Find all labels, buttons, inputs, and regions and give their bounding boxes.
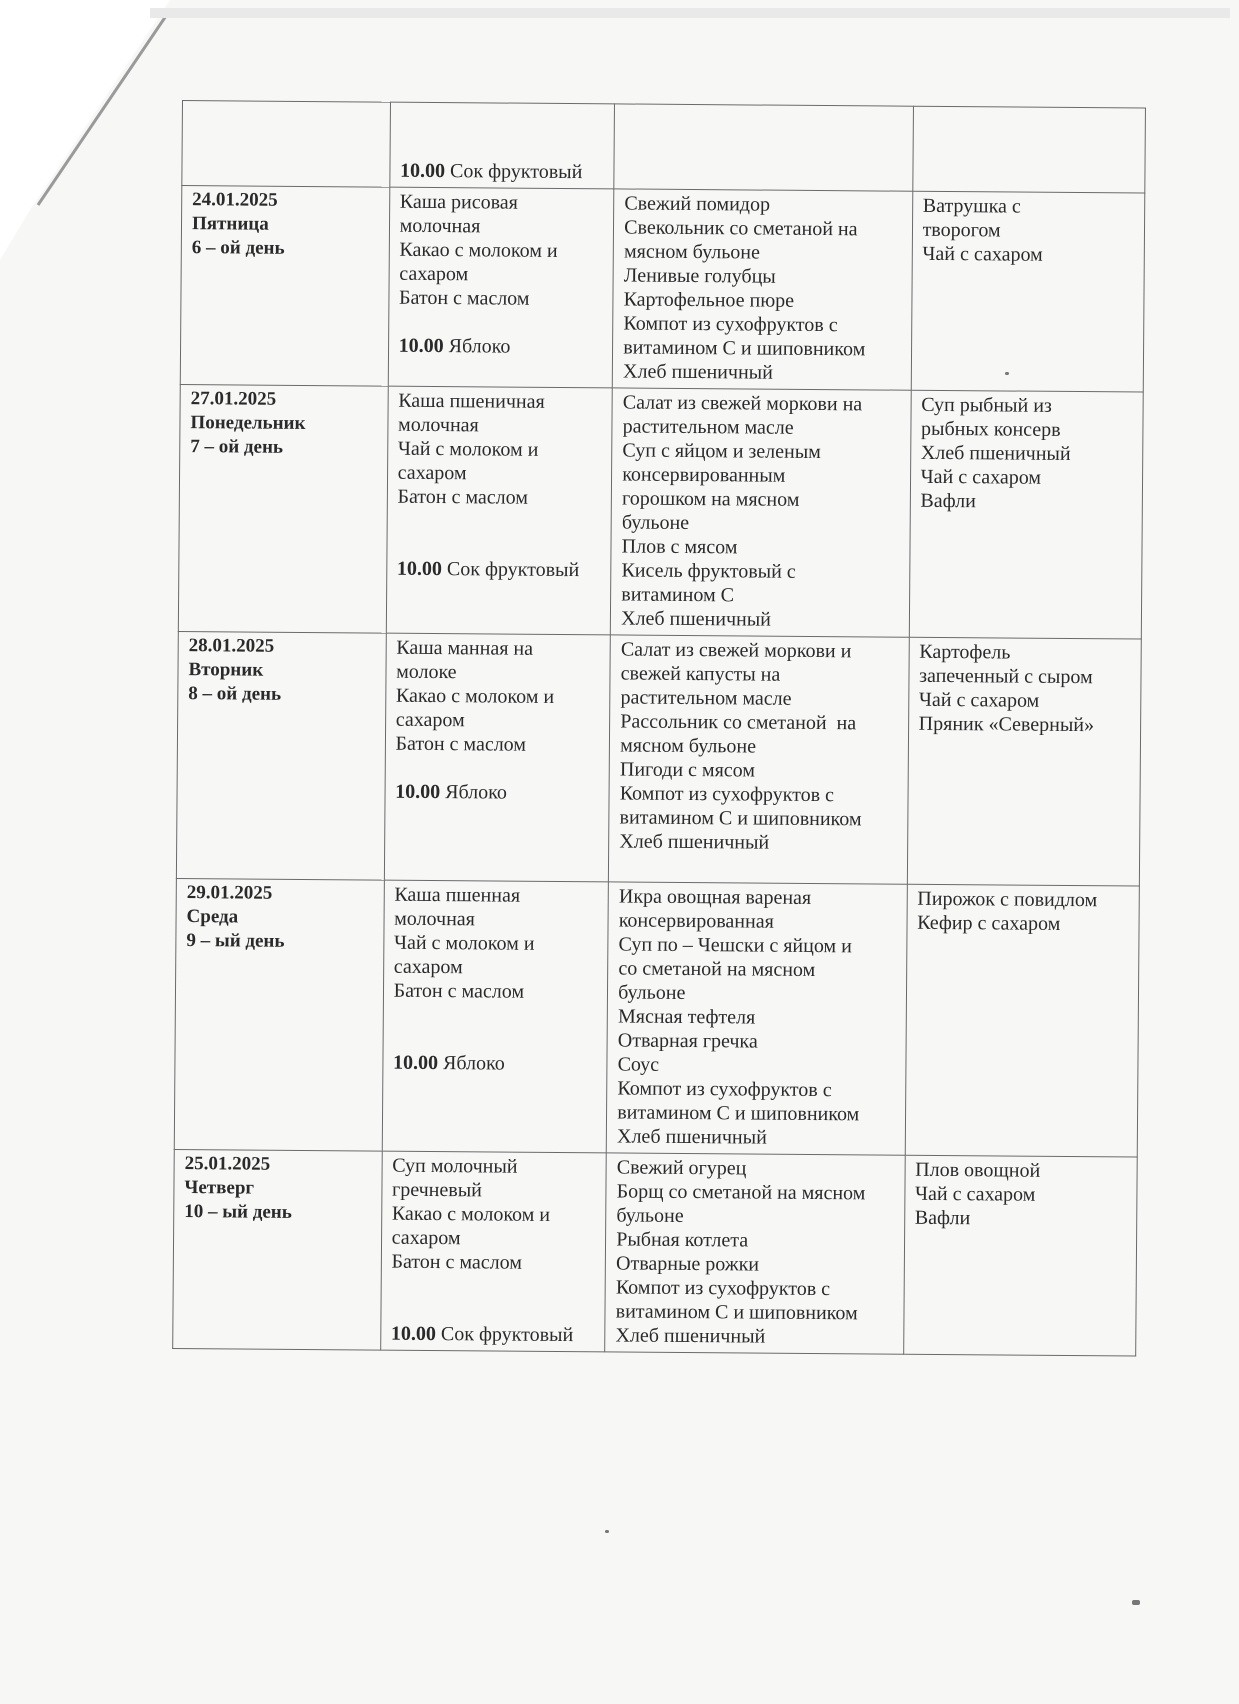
breakfast-line: сахаром: [397, 461, 467, 485]
lunch-line: витамином С и шиповником: [619, 806, 862, 831]
lunch-line: Хлеб пшеничный: [622, 360, 773, 384]
breakfast-line: Каша рисовая: [399, 190, 518, 214]
afternoon-line: рыбных консерв: [920, 417, 1061, 441]
lunch-line: горошком на мясном: [621, 487, 800, 511]
lunch-line: бульоне: [621, 511, 690, 534]
breakfast-line: молочная: [397, 413, 479, 437]
snack-item: Сок фруктовый: [446, 558, 580, 582]
snack-item: Сок фруктовый: [449, 160, 583, 184]
snack-line: [397, 557, 603, 583]
snack-time: 10.00: [390, 1322, 437, 1346]
lunch-line: мясном бульоне: [620, 734, 757, 758]
lunch-line: Икра овощная вареная: [618, 885, 812, 909]
lunch-line: витамином С и шиповником: [615, 1300, 858, 1325]
lunch-cell: [609, 635, 909, 884]
table-row: [180, 186, 1145, 393]
lunch-line: Компот из сухофруктов с: [615, 1276, 831, 1301]
snack-time: 10.00: [395, 780, 441, 804]
lunch-line: Компот из сухофруктов с: [623, 312, 838, 337]
lunch-line: Компот из сухофруктов с: [619, 782, 835, 807]
lunch-line: бульоне: [618, 981, 686, 1004]
snack-line: [395, 780, 601, 806]
lunch-line: Картофельное пюре: [623, 288, 795, 312]
lunch-line: Компот из сухофруктов с: [617, 1077, 832, 1102]
breakfast-line: молоке: [396, 660, 457, 684]
day-number: 8 – ой день: [188, 683, 282, 705]
breakfast-line: Батон с маслом: [391, 1250, 523, 1274]
afternoon-line: Пряник «Северный»: [918, 712, 1095, 737]
snack-line: [393, 1051, 599, 1077]
day-date: 24.01.2025: [192, 189, 278, 211]
afternoon-line: Ватрушка с: [922, 194, 1021, 218]
table-row: [176, 631, 1141, 886]
day-cell: [174, 878, 384, 1151]
breakfast-line: Батон с маслом: [395, 732, 527, 756]
scan-speck: [1005, 372, 1009, 375]
breakfast-line: Какао с молоком и: [391, 1202, 551, 1226]
lunch-line: Хлеб пшеничный: [619, 830, 770, 854]
breakfast-line: сахаром: [391, 1226, 461, 1250]
afternoon-line: Вафли: [920, 489, 976, 513]
lunch-line: Свекольник со сметаной на: [624, 216, 858, 241]
breakfast-cell: [389, 102, 614, 189]
afternoon-line: Картофель: [919, 640, 1011, 664]
lunch-line: Кисель фруктовый с: [621, 559, 796, 583]
breakfast-cell: [388, 187, 614, 388]
afternoon-line: Хлеб пшеничный: [920, 441, 1071, 465]
afternoon-cell: [907, 637, 1141, 886]
breakfast-line: молочная: [394, 907, 475, 931]
snack-time: 10.00: [398, 334, 444, 358]
afternoon-line: Кефир с сахаром: [917, 911, 1061, 935]
snack-line: [391, 1322, 597, 1348]
afternoon-cell: [909, 390, 1143, 639]
day-cell: [182, 101, 390, 188]
breakfast-line: Батон с маслом: [393, 979, 525, 1003]
breakfast-cell: [380, 1151, 606, 1352]
snack-item: Яблоко: [445, 781, 507, 804]
lunch-line: Соус: [617, 1053, 660, 1076]
lunch-line: бульоне: [616, 1204, 684, 1227]
lunch-line: Плов с мясом: [621, 535, 738, 559]
table-row: [174, 878, 1139, 1157]
lunch-line: Хлеб пшеничный: [621, 607, 771, 631]
breakfast-line: гречневый: [391, 1178, 482, 1202]
lunch-line: витамином С: [621, 583, 735, 607]
afternoon-line: Чай с сахаром: [914, 1182, 1036, 1206]
snack-item: Сок фруктовый: [440, 1323, 574, 1347]
lunch-line: Рыбная котлета: [616, 1228, 749, 1252]
lunch-line: витамином С и шиповником: [617, 1101, 860, 1126]
snack-line: [400, 159, 606, 185]
afternoon-line: Пирожок с повидлом: [917, 887, 1098, 912]
breakfast-line: Какао с молоком и: [395, 684, 555, 708]
lunch-line: Рассольник со сметаной на: [620, 710, 857, 735]
afternoon-cell: [905, 884, 1140, 1157]
breakfast-line: Чай с молоком и: [393, 931, 535, 955]
afternoon-line: запеченный с сыром: [919, 664, 1093, 689]
day-weekday: Среда: [186, 906, 239, 928]
lunch-line: Суп по – Чешски с яйцом и: [618, 933, 852, 958]
afternoon-line: Чай с сахаром: [920, 465, 1042, 489]
lunch-line: Отварная гречка: [617, 1029, 758, 1053]
day-date: 27.01.2025: [190, 388, 277, 410]
afternoon-line: Чай с сахаром: [918, 688, 1040, 712]
day-date: 28.01.2025: [188, 635, 275, 657]
day-date: 25.01.2025: [184, 1153, 271, 1175]
breakfast-line: Каша пшеничная: [398, 389, 545, 413]
lunch-line: Салат из свежей моркови на: [622, 391, 863, 416]
snack-time: 10.00: [396, 557, 443, 581]
scan-speck: [605, 1530, 609, 1533]
breakfast-line: молочная: [399, 214, 481, 238]
table-row: [178, 384, 1143, 639]
day-weekday: Понедельник: [190, 412, 306, 434]
snack-line: [399, 334, 605, 360]
breakfast-line: сахаром: [395, 708, 465, 732]
lunch-line: Суп с яйцом и зеленым: [622, 439, 821, 464]
lunch-line: мясном бульоне: [623, 240, 761, 264]
lunch-cell: [612, 189, 912, 390]
breakfast-line: Батон с маслом: [397, 485, 529, 509]
menu-table: [172, 100, 1146, 1357]
snack-time: 10.00: [392, 1051, 439, 1075]
scan-speck: [1132, 1600, 1140, 1605]
lunch-line: Свежий помидор: [624, 192, 771, 216]
afternoon-line: творогом: [922, 218, 1001, 242]
lunch-cell: [606, 882, 907, 1155]
afternoon-line: Суп рыбный из: [921, 393, 1052, 417]
breakfast-cell: [386, 386, 612, 635]
day-number: 6 – ой день: [191, 237, 285, 259]
table-row: [173, 1149, 1138, 1356]
breakfast-line: Батон с маслом: [398, 286, 530, 310]
lunch-line: Хлеб пшеничный: [615, 1324, 766, 1348]
lunch-cell: [614, 104, 913, 191]
lunch-line: Свежий огурец: [616, 1156, 747, 1180]
lunch-line: Борщ со сметаной на мясном: [616, 1180, 866, 1205]
breakfast-line: Суп молочный: [392, 1154, 518, 1178]
breakfast-line: сахаром: [393, 955, 463, 979]
lunch-line: свежей капусты на: [620, 662, 781, 686]
lunch-line: Отварные рожки: [615, 1252, 760, 1276]
breakfast-line: Каша манная на: [396, 636, 534, 660]
lunch-line: консервированная: [618, 909, 774, 933]
day-weekday: Пятница: [191, 213, 269, 235]
lunch-line: консервированным: [622, 463, 786, 487]
day-cell: [178, 384, 388, 633]
day-cell: [180, 186, 389, 387]
snack-item: Яблоко: [442, 1052, 505, 1075]
table-row-header-continuation: [182, 101, 1146, 194]
day-number: 10 – ый день: [184, 1201, 292, 1223]
lunch-cell: [610, 388, 910, 637]
afternoon-line: Чай с сахаром: [922, 242, 1043, 266]
snack-item: Яблоко: [448, 335, 511, 358]
breakfast-line: сахаром: [399, 262, 469, 286]
afternoon-line: Плов овощной: [915, 1158, 1041, 1182]
snack-time: 10.00: [399, 159, 446, 183]
day-number: 9 – ый день: [186, 930, 285, 952]
afternoon-cell: [912, 106, 1145, 193]
day-cell: [173, 1149, 382, 1350]
lunch-line: Мясная тефтеля: [617, 1005, 756, 1029]
day-date: 29.01.2025: [186, 882, 273, 904]
afternoon-cell: [903, 1155, 1137, 1356]
day-cell: [176, 631, 386, 880]
lunch-line: со сметаной на мясном: [618, 957, 816, 981]
breakfast-line: Какао с молоком и: [399, 238, 558, 262]
breakfast-line: Каша пшенная: [394, 883, 521, 907]
day-number: 7 – ой день: [190, 436, 284, 458]
breakfast-cell: [382, 880, 609, 1153]
afternoon-cell: [911, 191, 1145, 392]
lunch-line: Пигоди с мясом: [619, 758, 756, 782]
lunch-line: растительном масле: [620, 686, 792, 710]
lunch-line: растительном масле: [622, 415, 794, 439]
lunch-line: Салат из свежей моркови и: [620, 638, 852, 663]
afternoon-line: Вафли: [914, 1206, 971, 1230]
lunch-line: Хлеб пшеничный: [616, 1125, 767, 1149]
lunch-line: витамином С и шиповником: [623, 336, 866, 361]
day-weekday: Вторник: [188, 659, 264, 681]
lunch-cell: [605, 1153, 905, 1354]
lunch-line: Ленивые голубцы: [623, 264, 776, 288]
day-weekday: Четверг: [184, 1177, 255, 1199]
breakfast-cell: [384, 633, 610, 882]
breakfast-line: Чай с молоком и: [397, 437, 539, 461]
